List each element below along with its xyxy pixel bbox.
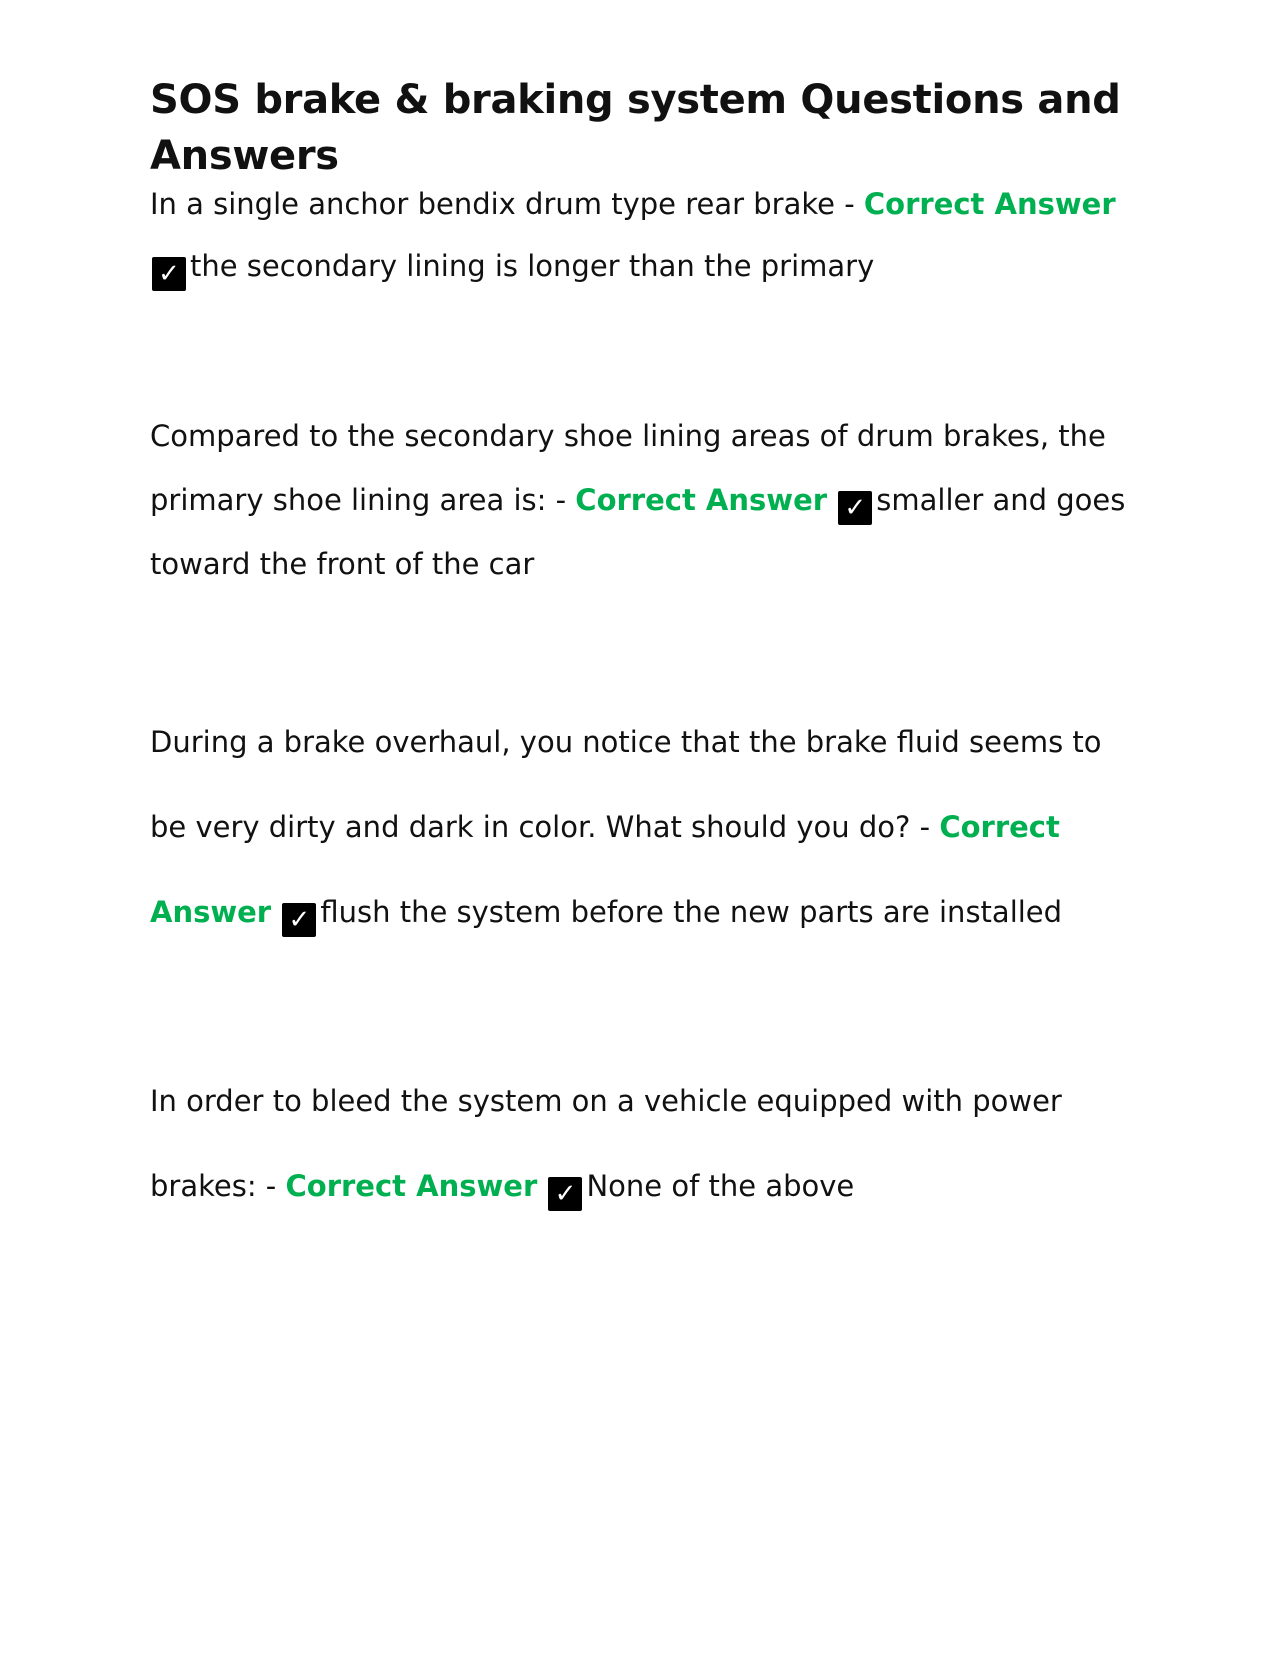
answer-text: None of the above xyxy=(586,1169,855,1203)
qa-item xyxy=(150,1059,1140,1229)
question-text: In a single anchor bendix drum type rear brake xyxy=(150,187,835,221)
separator: - xyxy=(546,483,576,517)
correct-answer-label: Correct Answer xyxy=(863,187,1116,221)
correct-answer-label: Correct Answer xyxy=(285,1169,538,1203)
separator: - xyxy=(834,187,864,221)
qa-item xyxy=(150,184,1140,309)
checkmark-icon: ✓ xyxy=(548,1177,582,1211)
separator: - xyxy=(256,1169,286,1203)
checkmark-icon: ✓ xyxy=(838,491,872,525)
question-text: Compared to the secondary shoe lining areas of drum brakes, the primary shoe lining area is: xyxy=(150,419,1106,517)
question-text: During a brake overhaul, you notice that the brake fluid seems to be very dirty and dark in color. What should you do? xyxy=(150,725,1102,844)
answer-text: smaller and goes toward the front of the car xyxy=(150,483,1126,581)
correct-answer-label: Correct Answer xyxy=(575,483,828,517)
document-page xyxy=(150,72,1140,1229)
answer-text: flush the system before the new parts are installed xyxy=(320,895,1063,929)
qa-line xyxy=(150,184,1140,224)
qa-item xyxy=(150,700,1140,955)
correct-answer-label: Correct Answer xyxy=(150,810,1060,929)
checkmark-icon: ✓ xyxy=(282,903,316,937)
qa-item xyxy=(150,404,1140,596)
separator: - xyxy=(910,810,940,844)
answer-text: the secondary lining is longer than the primary xyxy=(190,249,875,283)
document-title: SOS brake & braking system Questions and Answers xyxy=(150,77,1121,179)
checkmark-icon: ✓ xyxy=(152,257,186,291)
question-text: In order to bleed the system on a vehicle equipped with power brakes: xyxy=(150,1084,1062,1203)
